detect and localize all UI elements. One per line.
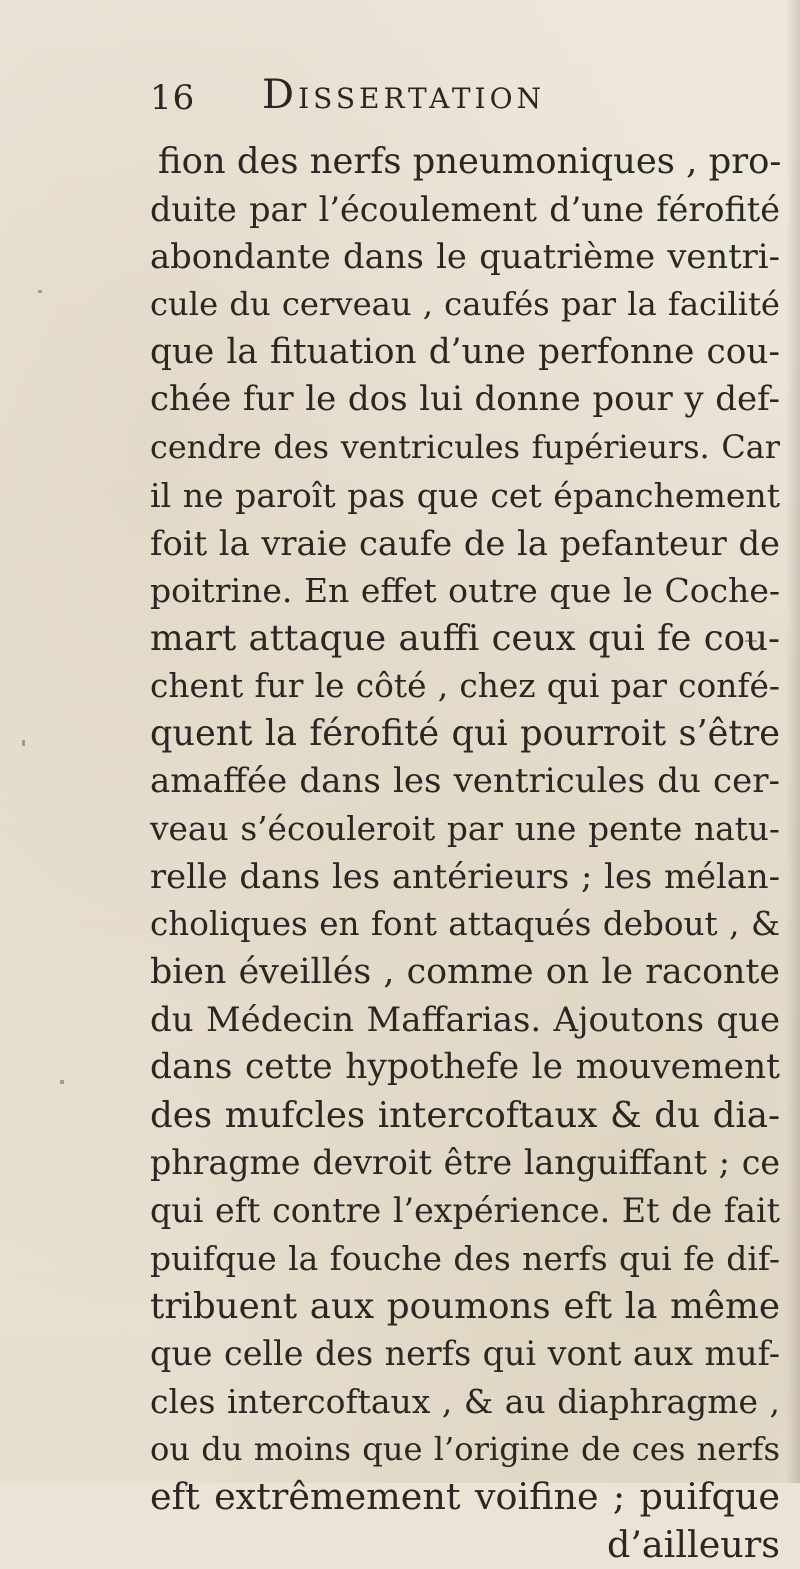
- text-line: bien éveillés , comme on le raconte: [150, 951, 780, 992]
- text-line: qui eft contre l’expérience. Et de fait: [150, 1191, 780, 1231]
- text-line: duite par l’écoulement d’une férofité: [150, 189, 780, 229]
- text-line: choliques en font attaqués debout , &: [150, 905, 780, 943]
- ink-speck: [22, 740, 25, 746]
- text-line: relle dans les antérieurs ; les mélan-: [150, 857, 780, 897]
- text-line: mart attaque auffi ceux qui fe cou-: [150, 617, 780, 659]
- text-line: des mufcles intercoftaux & du dia-: [150, 1094, 780, 1136]
- text-line: veau s’écouleroit par une pente natu-: [150, 809, 780, 848]
- ink-speck: [38, 290, 42, 293]
- text-line: phragme devroit être languiffant ; ce: [150, 1143, 780, 1183]
- text-line: foit la vraie caufe de la pefanteur de: [150, 523, 780, 563]
- text-line: que la fituation d’une perfonne cou-: [150, 331, 780, 372]
- text-line: ou du moins que l’origine de ces nerfs: [150, 1429, 780, 1468]
- text-line: du Médecin Maffarias. Ajoutons que: [150, 1000, 780, 1040]
- text-line: eft extrêmement voifine ; puifque: [150, 1475, 780, 1519]
- page-number: 16: [150, 78, 196, 118]
- text-line: chent fur le côté , chez qui par confé-: [150, 666, 780, 705]
- text-line: puifque la fouche des nerfs qui fe dif-: [150, 1238, 780, 1278]
- text-line: que celle des nerfs qui vont aux muf-: [150, 1334, 780, 1374]
- text-line: cendre des ventricules fupérieurs. Car: [150, 428, 780, 467]
- text-line: amaffée dans les ventricules du cer-: [150, 760, 780, 801]
- page-edge-shadow: [786, 0, 800, 1483]
- text-line: quent la férofité qui pourroit s’être: [150, 713, 780, 755]
- text-line: poitrine. En effet outre que le Coche-: [150, 571, 780, 611]
- running-title: Dissertation: [262, 72, 546, 118]
- text-line: fion des nerfs pneumoniques , pro-: [158, 141, 782, 182]
- text-line: cule du cerveau , caufés par la facilité: [150, 285, 780, 324]
- text-line: il ne paroît pas que cet épanchement: [150, 475, 780, 515]
- ink-speck: [60, 1080, 64, 1084]
- text-line: chée fur le dos lui donne pour y def-: [150, 379, 780, 420]
- text-line: abondante dans le quatrième ventri-: [150, 237, 780, 277]
- running-header: [150, 72, 750, 124]
- body-text: [150, 138, 780, 1569]
- text-line: dans cette hypothefe le mouvement: [150, 1047, 780, 1088]
- text-line: cles intercoftaux , & au diaphragme ,: [150, 1381, 780, 1421]
- text-line: tribuent aux poumons eft la même: [150, 1285, 780, 1327]
- catchword: d’ailleurs: [606, 1522, 780, 1566]
